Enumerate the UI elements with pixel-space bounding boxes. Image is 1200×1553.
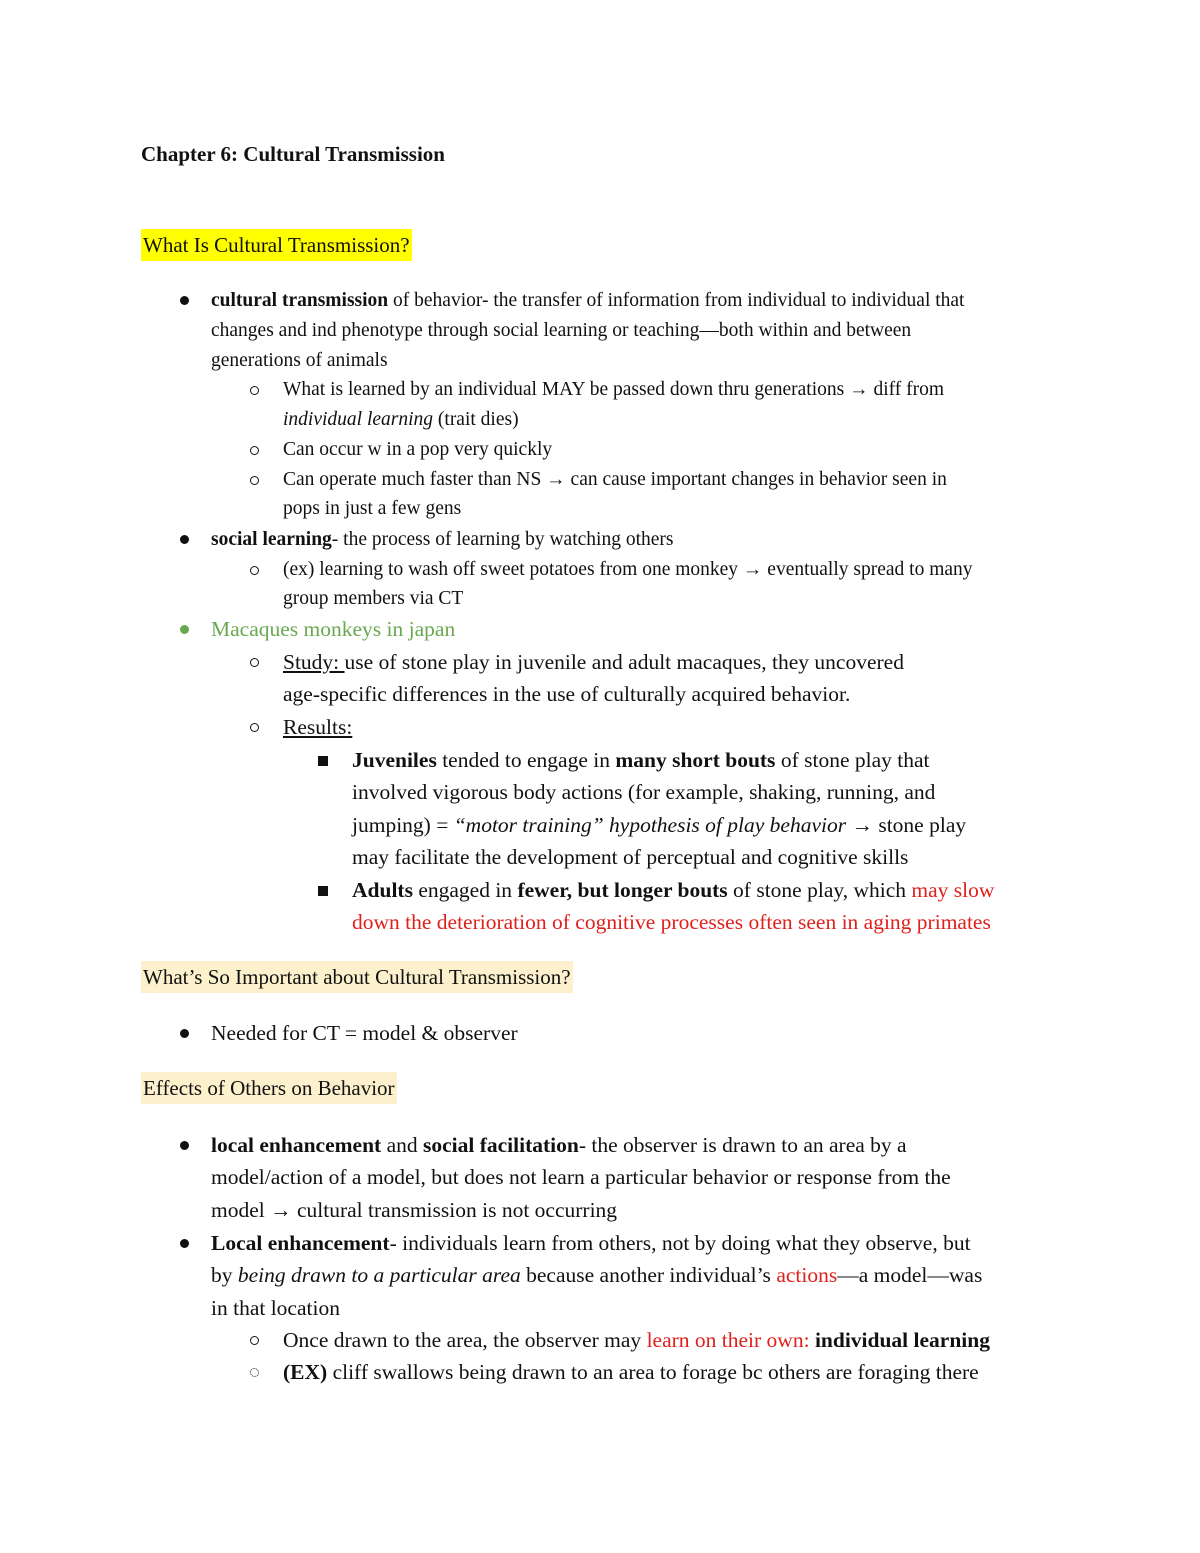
bullet-circle bbox=[250, 386, 259, 395]
list-item-line: generations of animals bbox=[211, 350, 388, 371]
study-label: Study: bbox=[283, 650, 345, 674]
bullet-circle bbox=[250, 566, 259, 575]
bullet-circle bbox=[250, 476, 259, 485]
sub-list-item-line: group members via CT bbox=[283, 588, 464, 609]
list-item: Needed for CT = model & observer bbox=[211, 1021, 518, 1045]
sub-list-item: What is learned by an individual MAY be passed down thru generations → diff from bbox=[283, 379, 945, 400]
sub-sub-list-item-line: involved vigorous body actions (for example, shaking, running, and bbox=[352, 780, 936, 804]
bullet-circle bbox=[250, 723, 259, 732]
section-heading-effects: Effects of Others on Behavior bbox=[141, 1072, 397, 1104]
list-item: cultural transmission of behavior- the transfer of information from individual to individual that bbox=[211, 290, 965, 311]
sub-list-item-results bbox=[283, 711, 352, 744]
sub-sub-list-item-line: jumping) = “motor training” hypothesis of play behavior → stone play bbox=[352, 813, 967, 837]
list-item: social learning- the process of learning by watching others bbox=[211, 529, 674, 550]
sub-list-item: Can operate much faster than NS → can cause important changes in behavior seen in bbox=[283, 469, 947, 490]
sub-list-item: (EX) cliff swallows being drawn to an area to forage bc others are foraging there bbox=[283, 1360, 979, 1384]
list-item: Local enhancement- individuals learn from others, not by doing what they observe, but bbox=[211, 1231, 971, 1255]
list-item-line: model → cultural transmission is not occurring bbox=[211, 1198, 618, 1222]
results-label: Results: bbox=[283, 715, 353, 739]
sub-sub-list-item-adults: Adults engaged in fewer, but longer bouts of stone play, which may slow bbox=[352, 878, 995, 902]
sub-list-item: Can occur w in a pop very quickly bbox=[283, 439, 553, 460]
sub-list-item: Once drawn to the area, the observer may learn on their own: individual learning bbox=[283, 1328, 990, 1352]
bullet-square bbox=[318, 756, 328, 766]
bullet-circle bbox=[250, 1336, 259, 1345]
term-social-learning: social learning bbox=[211, 529, 332, 550]
list-item-line: model/action of a model, but does not learn a particular behavior or response from the bbox=[211, 1165, 951, 1189]
list-item-line: changes and ind phenotype through social learning or teaching—both within and between bbox=[211, 320, 912, 341]
sub-list-item-study: Study: use of stone play in juvenile and adult macaques, they uncovered bbox=[283, 650, 904, 674]
bullet-circle bbox=[250, 658, 259, 667]
bullet-disc bbox=[180, 296, 189, 305]
bullet-square bbox=[318, 886, 328, 896]
bullet-disc bbox=[180, 1141, 189, 1150]
bullet-circle bbox=[250, 1368, 259, 1377]
sub-sub-list-item-juveniles: Juveniles tended to engage in many short bouts of stone play that bbox=[352, 748, 930, 772]
bullet-circle bbox=[250, 446, 259, 455]
bullet-disc bbox=[180, 625, 189, 634]
sub-sub-list-item-line: may facilitate the development of perceptual and cognitive skills bbox=[352, 845, 909, 869]
list-item-macaques: Macaques monkeys in japan bbox=[211, 617, 456, 641]
bullet-disc bbox=[180, 1029, 189, 1038]
term-cultural-transmission: cultural transmission bbox=[211, 290, 389, 311]
bullet-disc bbox=[180, 1239, 189, 1248]
sub-sub-list-item-line: down the deterioration of cognitive processes often seen in aging primates bbox=[352, 910, 991, 934]
sub-list-item-line: age-specific differences in the use of culturally acquired behavior. bbox=[283, 682, 851, 706]
list-item-line: by being drawn to a particular area because another individual’s actions—a model—was bbox=[211, 1263, 983, 1287]
list-item: local enhancement and social facilitation- the observer is drawn to an area by a bbox=[211, 1133, 907, 1157]
sub-list-item: (ex) learning to wash off sweet potatoes from one monkey → eventually spread to many bbox=[283, 559, 973, 580]
section-heading-importance: What’s So Important about Cultural Transmission? bbox=[141, 961, 573, 993]
bullet-disc bbox=[180, 535, 189, 544]
sub-list-item-line: pops in just a few gens bbox=[283, 498, 462, 519]
section-heading-what-is-ct: What Is Cultural Transmission? bbox=[141, 229, 412, 261]
list-item-line: in that location bbox=[211, 1296, 340, 1320]
page-title: Chapter 6: Cultural Transmission bbox=[141, 142, 445, 166]
sub-list-item-line: individual learning (trait dies) bbox=[283, 409, 519, 430]
